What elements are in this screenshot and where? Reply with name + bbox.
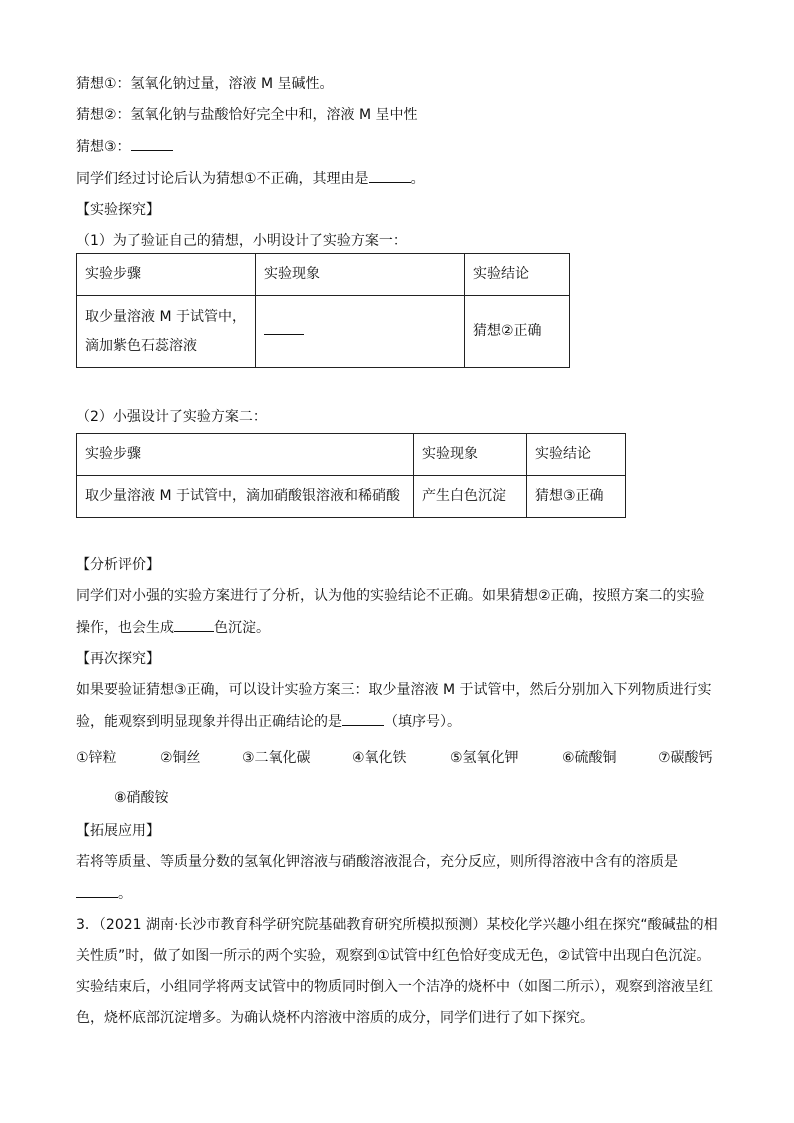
q3-line1: 3．（2021 湖南·长沙市教育科学研究院基础教育研究所模拟预测）某校化学兴趣小组在探究“酸碱盐的相 [76,917,718,933]
plan2-header-phenomenon: 实验现象 [414,434,527,476]
plan2-row [77,476,626,518]
analysis-line2-end: 色沉淀。 [214,620,270,636]
re-explore-blank [342,711,384,726]
option-3: ③二氧化碳 [242,750,311,766]
plan2-intro: （2）小强设计了实验方案二： [76,409,267,425]
option-6: ⑥硫酸铜 [562,750,617,766]
option-7: ⑦碳酸钙 [658,750,713,766]
extend-line2-end: 。 [118,886,132,902]
q3-line3: 实验结束后，小组同学将两支试管中的物质同时倒入一个洁净的烧杯中（如图二所示），观察到溶液呈红 [76,979,713,995]
plan1-step-line1: 取少量溶液 M 于试管中， [85,308,246,325]
plan1-table [76,253,570,368]
plan2-table [76,433,626,518]
plan1-step [77,296,256,368]
guess-3-label: 猜想③： [76,139,131,155]
options-row-2 [76,787,726,809]
plan2-header-row [77,434,626,476]
plan1-step-line2: 滴加紫色石蕊溶液 [85,337,197,354]
option-8: ⑧硝酸铵 [114,790,169,806]
plan2-phenomenon: 产生白色沉淀 [414,476,527,518]
plan1-phenomenon [256,296,465,368]
extend-line1: 若将等质量、等质量分数的氢氧化钾溶液与硝酸溶液混合，充分反应，则所得溶液中含有的溶质是 [76,854,678,870]
discussion-text: 同学们经过讨论后认为猜想①不正确，其理由是 [76,171,369,187]
discussion-end: 。 [410,171,425,187]
q3-line4: 色，烧杯底部沉淀增多。为确认烧杯内溶液中溶质的成分，同学们进行了如下探究。 [76,1010,594,1026]
re-explore-line2-text: 验，能观察到明显现象并得出正确结论的是 [76,714,342,730]
plan1-header-phenomenon: 实验现象 [256,254,465,296]
experiment-heading: 【实验探究】 [76,202,160,218]
analysis-line2-text: 操作，也会生成 [76,620,174,636]
extend-blank [76,883,118,898]
discussion-line [76,168,726,189]
extend-heading: 【拓展应用】 [76,823,160,839]
discussion-blank [369,168,411,183]
plan2-header-step: 实验步骤 [77,434,414,476]
plan2-step: 取少量溶液 M 于试管中，滴加硝酸银溶液和稀硝酸 [77,476,414,518]
plan1-row [77,296,570,368]
plan2-header-conclusion: 实验结论 [527,434,626,476]
plan1-header-step: 实验步骤 [77,254,256,296]
option-2: ②铜丝 [160,750,201,766]
analysis-line2 [76,617,726,638]
q3-line2: 关性质”时，做了如图一所示的两个实验，观察到①试管中红色恰好变成无色，②试管中出现白色沉淀。 [76,948,711,964]
guess-2: 猜想②：氢氧化钠与盐酸恰好完全中和，溶液 M 呈中性 [76,107,418,123]
extend-line2 [76,883,726,904]
option-1: ①锌粒 [76,750,117,766]
options-row-1 [76,747,726,769]
guess-3 [76,136,726,157]
document-page [76,74,726,1028]
plan2-conclusion: 猜想③正确 [527,476,626,518]
plan1-phenomenon-blank [264,320,304,335]
re-explore-heading: 【再次探究】 [76,651,160,667]
plan1-header-row [77,254,570,296]
re-explore-line1: 如果要验证猜想③正确，可以设计实验方案三：取少量溶液 M 于试管中，然后分别加入下列物质进行实 [76,682,712,698]
plan1-conclusion: 猜想②正确 [465,296,570,368]
option-4: ④氧化铁 [352,750,407,766]
re-explore-line2 [76,711,726,732]
analysis-line1: 同学们对小强的实验方案进行了分析，认为他的实验结论不正确。如果猜想②正确，按照方案二的实验 [76,588,705,604]
plan1-intro: （1）为了验证自己的猜想，小明设计了实验方案一： [76,233,407,249]
guess-1: 猜想①：氢氧化钠过量，溶液 M 呈碱性。 [76,76,334,92]
option-5: ⑤氢氧化钾 [450,750,519,766]
analysis-heading: 【分析评价】 [76,557,160,573]
plan1-header-conclusion: 实验结论 [465,254,570,296]
re-explore-line2-end: （填序号）。 [384,714,461,730]
analysis-blank [174,617,214,632]
guess-3-blank [131,136,173,151]
